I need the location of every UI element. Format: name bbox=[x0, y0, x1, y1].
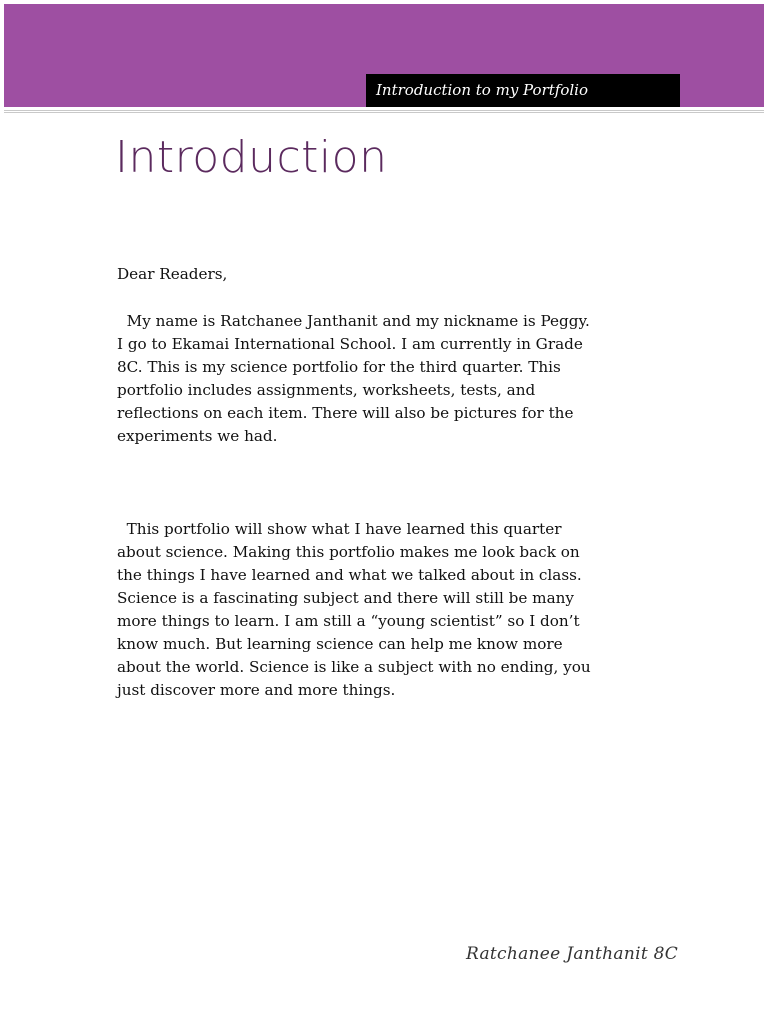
text-line: reflections on each item. There will also be pictures for the bbox=[117, 404, 574, 422]
text-line: My name is Ratchanee Janthanit and my nickname is Peggy. bbox=[117, 312, 590, 330]
text-line: know much. But learning science can help me know more bbox=[117, 635, 563, 653]
text-line: 8C. This is my science portfolio for the third quarter. This bbox=[117, 358, 561, 376]
text-line: just discover more and more things. bbox=[117, 681, 396, 699]
author-signature: Ratchanee Janthanit 8C bbox=[466, 944, 679, 964]
text-line: I go to Ekamai International School. I am currently in Grade bbox=[117, 335, 583, 353]
paragraph-intro bbox=[117, 310, 677, 448]
text-line: This portfolio will show what I have learned this quarter bbox=[117, 520, 562, 538]
text-line: the things I have learned and what we talked about in class. bbox=[117, 566, 582, 584]
text-line: more things to learn. I am still a “young scientist” so I don’t bbox=[117, 612, 580, 630]
text-line: portfolio includes assignments, worksheets, tests, and bbox=[117, 381, 536, 399]
page-title: Introduction bbox=[115, 132, 388, 183]
text-line: Science is a fascinating subject and there will still be many bbox=[117, 589, 574, 607]
salutation: Dear Readers, bbox=[117, 265, 228, 283]
header-section-label: Introduction to my Portfolio bbox=[366, 74, 680, 107]
paragraph-reflection bbox=[117, 518, 677, 702]
text-line: about science. Making this portfolio makes me look back on bbox=[117, 543, 580, 561]
header-divider bbox=[4, 110, 764, 113]
text-line: experiments we had. bbox=[117, 427, 278, 445]
text-line: about the world. Science is like a subject with no ending, you bbox=[117, 658, 591, 676]
